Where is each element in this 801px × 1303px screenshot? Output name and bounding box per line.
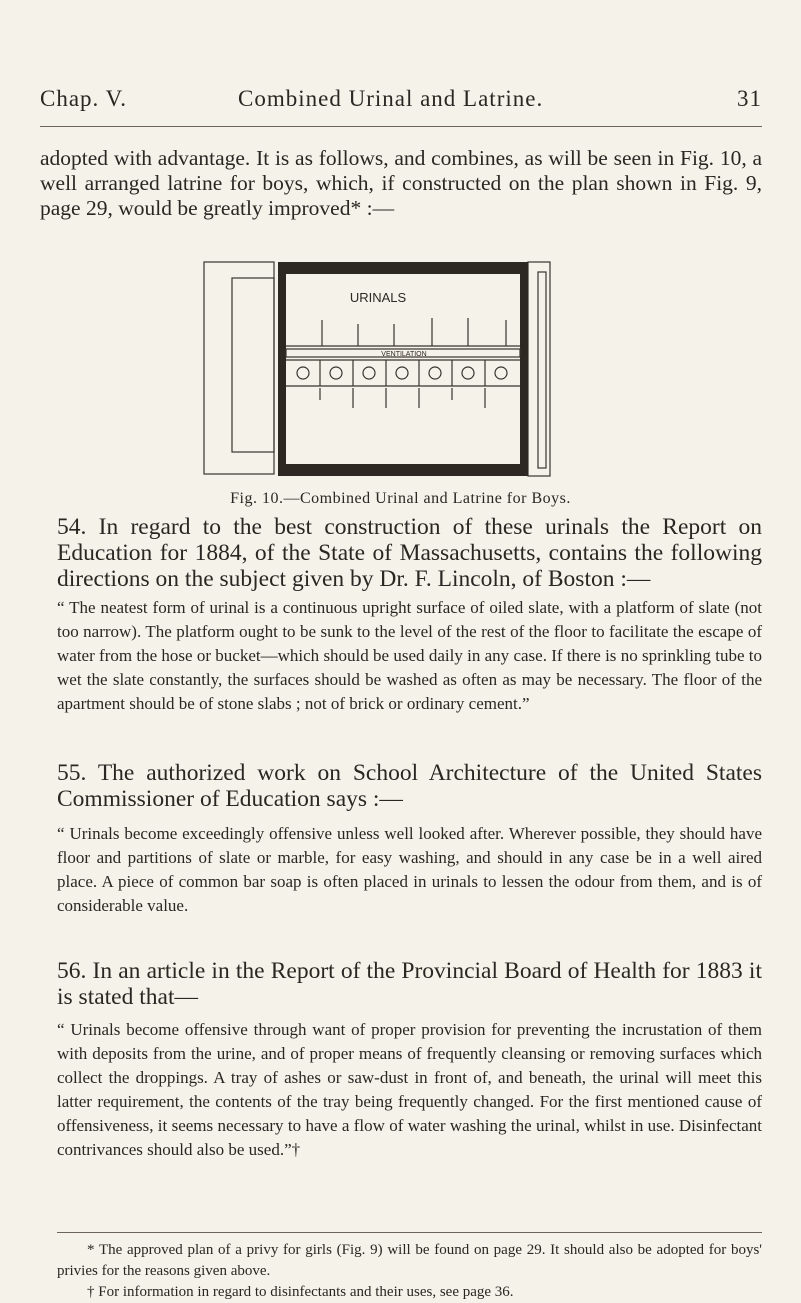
section-55-text: 55. The authorized work on School Architecture of the United States Commissioner of Education says :— xyxy=(57,760,762,812)
right-wall xyxy=(520,262,528,476)
running-header xyxy=(40,86,762,120)
left-wall xyxy=(278,262,286,476)
figure-10-plan xyxy=(198,258,556,482)
bottom-wall xyxy=(278,464,528,476)
seat-4 xyxy=(396,367,408,379)
outer-left-wall xyxy=(204,262,274,474)
seat-6 xyxy=(462,367,474,379)
footnote-2: † For information in regard to disinfectants and their uses, see page 36. xyxy=(87,1284,514,1300)
seat-2 xyxy=(330,367,342,379)
seat-1 xyxy=(297,367,309,379)
ventilation-label: VENTILATION xyxy=(381,351,427,358)
top-wall xyxy=(278,262,528,274)
intro-paragraph: adopted with advantage. It is as follows, and combines, as will be seen in Fig. 10, a well arranged latrine for boys, which, if constructed on the plan shown in Fig. 9, page 29, would be greatly improved* :— xyxy=(40,146,762,220)
header-rule xyxy=(40,126,762,127)
seat-7 xyxy=(495,367,507,379)
inner-right-wall xyxy=(538,272,546,468)
outer-right-wall xyxy=(528,262,550,476)
seat-5 xyxy=(429,367,441,379)
section-56-quote: “ Urinals become offensive through want of proper provision for preventing the incrustation of them with deposits from the urine, and of proper means of frequently cleansing or removing surfaces which collect the droppings. A tray of ashes or saw-dust in front of, and beneath, the urinal will meet this latter requirement, the contents of the tray being frequently changed. For the first mentioned cause of offensiveness, it seems necessary to have a flow of water washing the urinal, whilst in use. Disinfectant contrivances should also be used.”† xyxy=(57,1020,762,1159)
section-54-text: 54. In regard to the best construction of these urinals the Report on Education for 1884, of the State of Massachusetts, contains the following directions on the subject given by Dr. F. Lincoln, of Boston :— xyxy=(57,514,762,592)
section-54-quote: “ The neatest form of urinal is a continuous upright surface of oiled slate, with a platform of slate (not too narrow). The platform ought to be sunk to the level of the rest of the floor to facilitate the escape of water from the hose or bucket—which should be used daily in any case. If there is no sprinkling tube to wet the slate constantly, the surfaces should be washed as often as may be necessary. The floor of the apartment should be of stone slabs ; not of brick or ordinary cement.” xyxy=(57,598,762,713)
figure-caption: Fig. 10.—Combined Urinal and Latrine for Boys. xyxy=(230,490,571,507)
footnote-rule xyxy=(57,1232,762,1233)
footnotes xyxy=(57,1240,762,1303)
running-title: Combined Urinal and Latrine. xyxy=(238,86,544,111)
footnote-1: * The approved plan of a privy for girls (Fig. 9) will be found on page 29. It should also be adopted for boys' privies for the reasons given above. xyxy=(57,1242,762,1279)
section-56-text: 56. In an article in the Report of the Provincial Board of Health for 1883 it is stated that— xyxy=(57,958,762,1010)
chapter-label: Chap. V. xyxy=(40,86,128,111)
urinals-label: URINALS xyxy=(349,290,407,305)
seat-3 xyxy=(363,367,375,379)
section-55-quote: “ Urinals become exceedingly offensive unless well looked after. Wherever possible, they should have floor and partitions of slate or marble, for easy washing, and should in any case be in a well aired place. A piece of common bar soap is often placed in urinals to lessen the odour from them, and is of considerable value. xyxy=(57,824,762,915)
page-number: 31 xyxy=(737,86,762,111)
inner-left-wall xyxy=(232,278,274,452)
